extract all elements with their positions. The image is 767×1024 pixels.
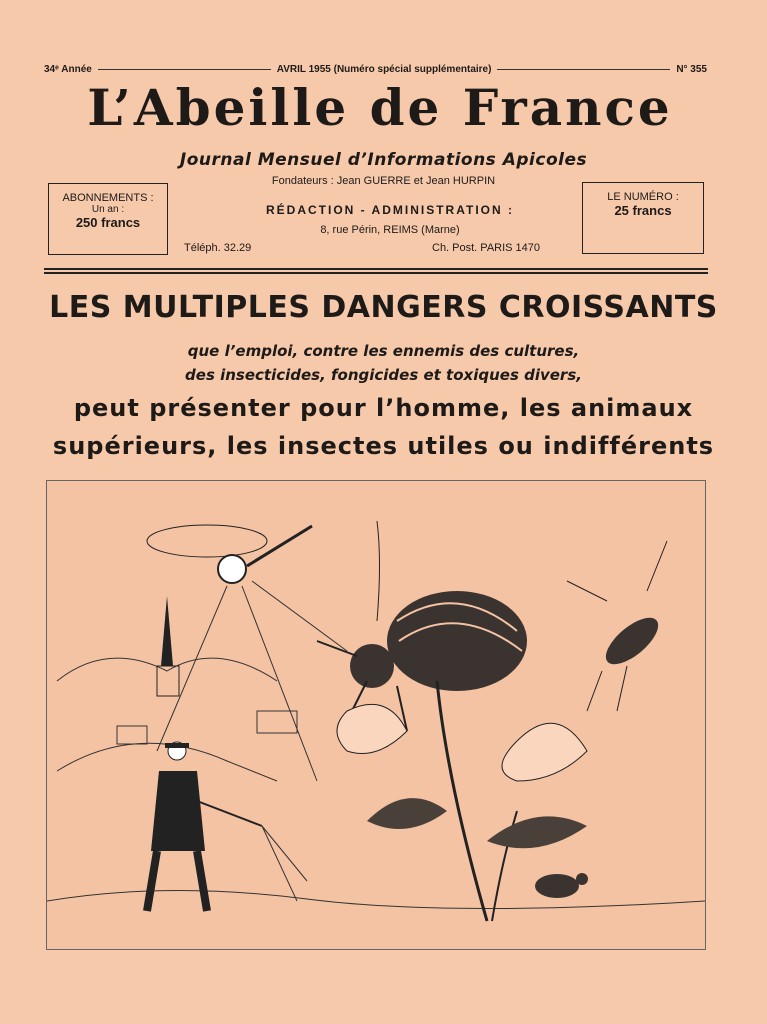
helicopter-cabin-icon	[218, 555, 246, 583]
subscription-period: Un an :	[91, 204, 125, 215]
redaction-label: RÉDACTION - ADMINISTRATION :	[266, 203, 514, 217]
divider	[98, 69, 271, 70]
flower-icon	[502, 723, 587, 781]
church-steeple-icon	[161, 596, 173, 666]
farmer-legs-icon	[147, 851, 207, 911]
article-headline: LES MULTIPLES DANGERS CROISSANTS	[49, 290, 718, 325]
leaf-icon	[367, 798, 447, 829]
wasp-legs-icon	[587, 666, 627, 711]
subscription-price: 250 francs	[75, 215, 141, 230]
founders: Fondateurs : Jean GUERRE et Jean HURPIN	[271, 175, 496, 187]
spray-lines	[262, 826, 307, 901]
article-deck-2: des insecticides, fongicides et toxiques divers,	[185, 366, 582, 384]
divider	[497, 69, 670, 70]
year-label: 34ᵉ Année	[44, 64, 92, 75]
article-deck-1: que l’emploi, contre les ennemis des cultures,	[187, 342, 580, 360]
wasp-icon	[598, 610, 665, 673]
redaction-phone: Téléph. 32.29	[184, 242, 252, 254]
issue-info-line	[44, 64, 707, 75]
leaf-icon	[487, 816, 587, 848]
redaction-postal: Ch. Post. PARIS 1470	[432, 242, 541, 254]
plant-stem-icon	[437, 681, 487, 921]
house-icon	[117, 726, 147, 744]
helicopter-rotor-icon	[147, 525, 267, 557]
price-label: LE NUMÉRO :	[607, 191, 679, 203]
divider	[44, 272, 708, 274]
farmer-hat-icon	[165, 743, 189, 748]
redaction-address: 8, rue Périn, REIMS (Marne)	[320, 224, 460, 236]
article-deck-3: peut présenter pour l’homme, les animaux	[73, 394, 694, 422]
masthead-subtitle: Journal Mensuel d’Informations Apicoles	[179, 150, 588, 170]
beetle-head-icon	[350, 644, 394, 688]
weed-stem-icon	[377, 521, 380, 621]
price-value: 25 francs	[614, 203, 672, 218]
wasp-wings-icon	[567, 541, 667, 601]
pesticide-cartoon	[47, 481, 705, 949]
subscription-label: ABONNEMENTS :	[62, 192, 154, 204]
bird-head-icon	[576, 873, 588, 885]
flower-icon	[337, 704, 407, 753]
article-deck-4: supérieurs, les insectes utiles ou indifférents	[52, 432, 715, 460]
divider	[44, 268, 708, 270]
farmer-coat-icon	[151, 771, 205, 851]
price-box	[582, 182, 704, 254]
issue-number: N° 355	[676, 64, 707, 75]
cartoon-illustration	[46, 480, 706, 950]
subscription-box	[48, 183, 168, 255]
masthead-title: L’Abeille de France	[87, 78, 673, 137]
spray-wand-icon	[197, 801, 262, 826]
issue-date: AVRIL 1955 (Numéro spécial supplémentaire)	[276, 64, 492, 75]
bird-icon	[535, 874, 579, 898]
